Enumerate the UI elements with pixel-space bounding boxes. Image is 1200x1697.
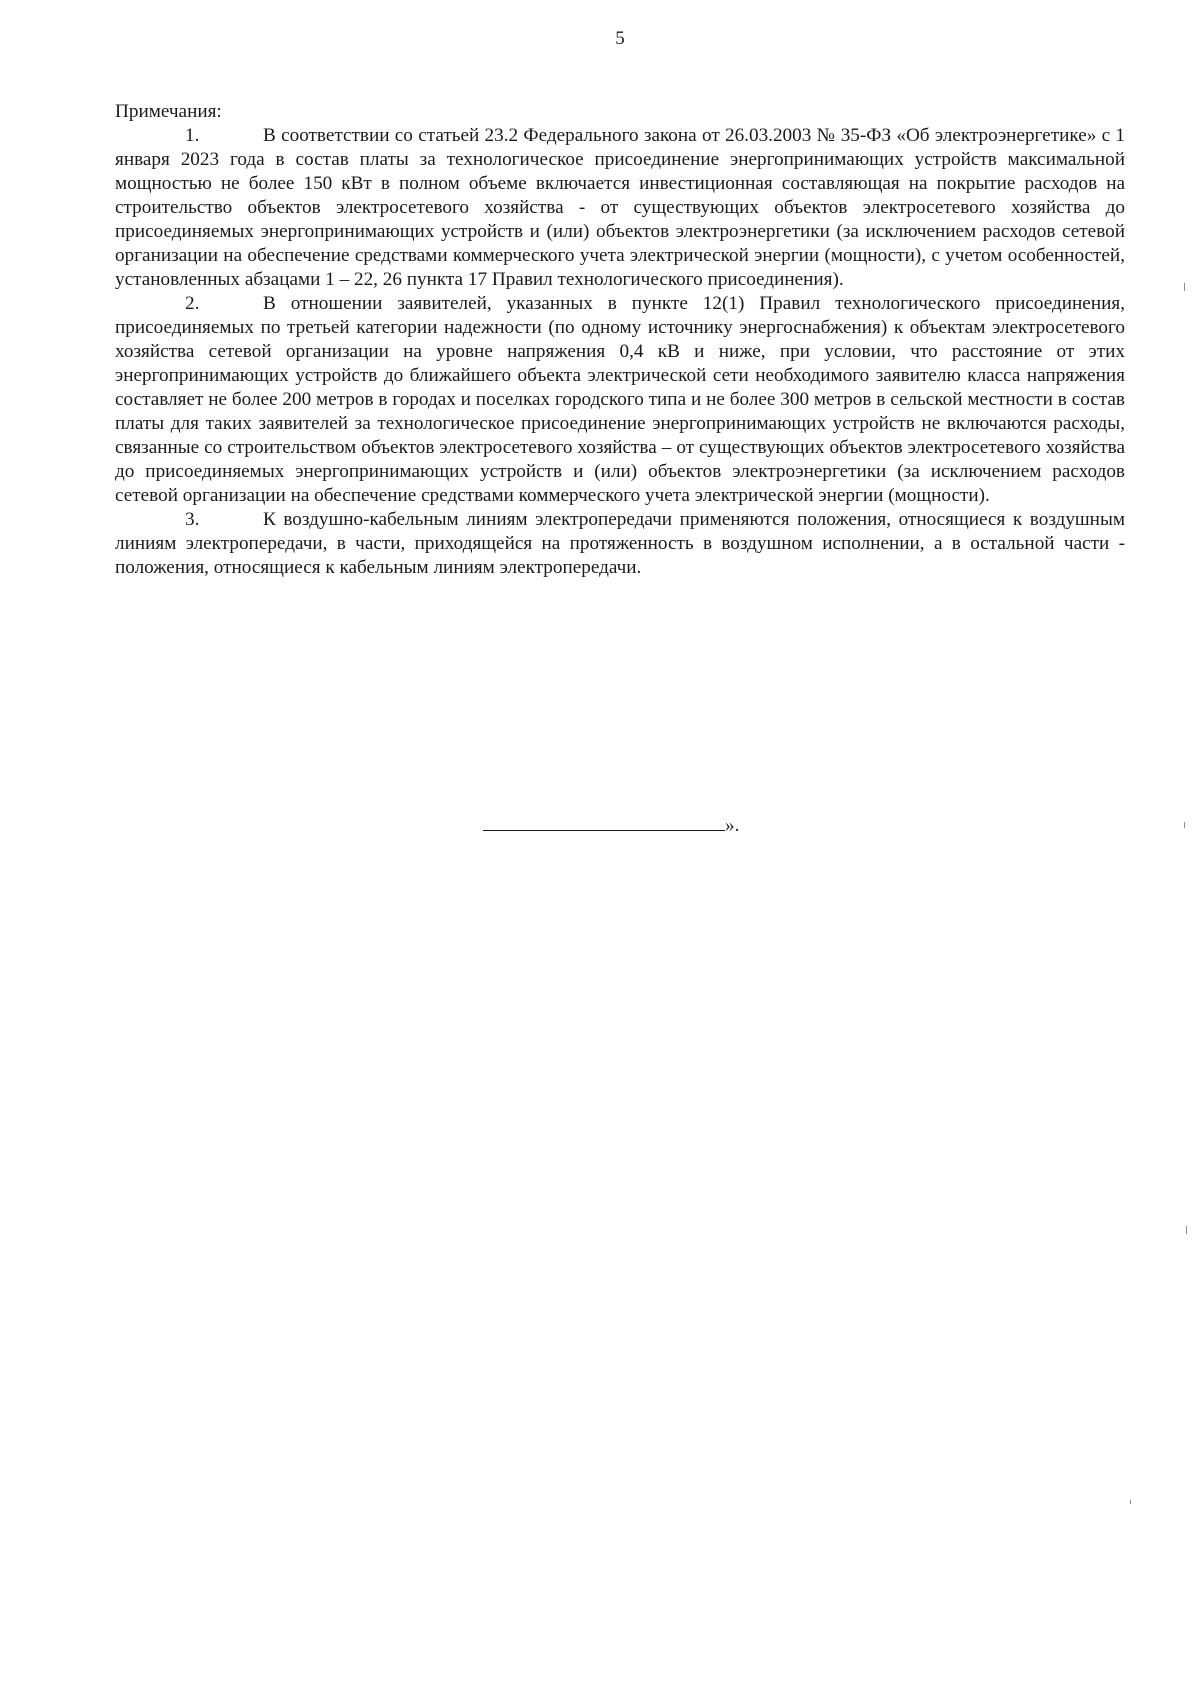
note-item: [115, 508, 1125, 580]
notes-heading: Примечания:: [115, 101, 222, 122]
notes-section: [115, 100, 1125, 580]
separator-line: [483, 812, 725, 831]
note-item: [115, 292, 1125, 508]
note-number: 2.: [185, 293, 200, 314]
scan-artifact: [1186, 1226, 1187, 1234]
closing-quote: ».: [725, 815, 740, 836]
note-number: 3.: [185, 509, 200, 530]
note-text: К воздушно-кабельным линиям электропередачи применяются положения, относящиеся к воздушным линиям электропередачи, в части, приходящейся на протяженность в воздушном исполнении, а в остальной части - положения, относящиеся к кабельным линиям электропередачи.: [115, 509, 1125, 578]
scan-artifact: [1184, 283, 1185, 291]
note-item: [115, 124, 1125, 292]
note-text: В отношении заявителей, указанных в пункте 12(1) Правил технологического присоединения, присоединяемых по третьей категории надежности (по одному источнику энергоснабжения) к объектам электросетевого хозяйства сетевой организации на уровне напряжения 0,4 кВ и ниже, при условии, что расстояние от этих энергопринимающих устройств до ближайшего объекта электрической сети необходимого заявителю класса напряжения составляет не более 200 метров в городах и поселках городского типа и не более 300 метров в сельской местности в состав платы для таких заявителей за технологическое присоединение энергопринимающих устройств не включаются расходы, связанные со строительством объектов электросетевого хозяйства – от существующих объектов электросетевого хозяйства до присоединяемых энергопринимающих устройств и (или) объектов электроэнергетики (за исключением расходов сетевой организации на обеспечение средствами коммерческого учета электрической энергии (мощности).: [115, 293, 1125, 506]
scan-artifact: [1130, 1500, 1131, 1504]
closing-separator: [483, 812, 739, 837]
note-number: 1.: [185, 125, 200, 146]
note-text: В соответствии со статьей 23.2 Федерального закона от 26.03.2003 № 35-ФЗ «Об электроэнергетике» с 1 января 2023 года в состав платы за технологическое присоединение энергопринимающих устройств максимальной мощностью не более 150 кВт в полном объеме включается инвестиционная составляющая на покрытие расходов на строительство объектов электросетевого хозяйства - от существующих объектов электросетевого хозяйства до присоединяемых энергопринимающих устройств и (или) объектов электроэнергетики (за исключением расходов сетевой организации на обеспечение средствами коммерческого учета электрической энергии (мощности), с учетом особенностей, установленных абзацами 1 – 22, 26 пункта 17 Правил технологического присоединения).: [115, 125, 1125, 290]
scan-artifact: [1184, 822, 1185, 828]
page-number: 5: [615, 28, 625, 49]
